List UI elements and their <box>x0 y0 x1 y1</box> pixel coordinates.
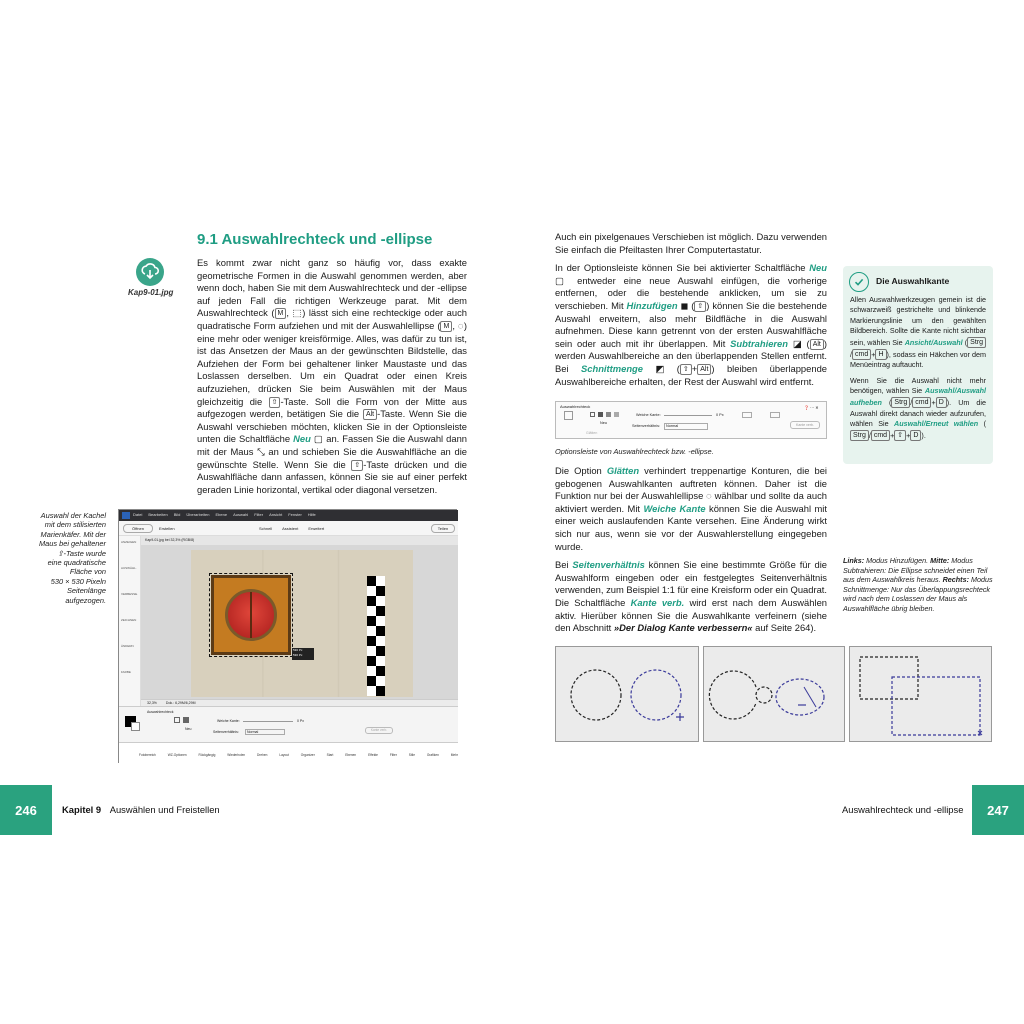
taskbar-button[interactable]: Mehr <box>450 753 458 757</box>
menu-item[interactable]: Bearbeiten <box>148 512 168 517</box>
tool-section[interactable]: ZEICHNEN <box>121 618 137 622</box>
options-feather-label: Weiche Kante: <box>636 413 661 417</box>
text-run: Allen Auswahlwerkzeugen gemein ist die schwarzweiß gestrichelte und blinkende Markierungslinie um den gewählten Bildbereich. Sollte die Kante nicht sichtbar sein, wählen Sie <box>850 294 986 347</box>
right-column-top <box>555 231 827 394</box>
text-run: können Sie eine bestimmte Größe für die Auswahlform eingeben oder ein festgelegtes Seitenverhältnis verwenden, zum Beispiel 1:1 für eine Kreisform oder ein Quadrat. Die Schaltfläche <box>555 559 828 608</box>
key-cap: D <box>936 397 947 408</box>
info-box-title: Die Auswahlkante <box>876 276 950 286</box>
ui-term: Neu <box>293 433 311 445</box>
caption-line: Maus bei gehaltener <box>39 539 106 549</box>
text-run: ◩ ( <box>643 362 680 374</box>
download-filename: Kap9-01.jpg <box>128 288 174 297</box>
taskbar-button[interactable]: Organizer <box>300 753 315 757</box>
mode-tabs <box>259 524 324 533</box>
taskbar-button[interactable]: Wiederholen <box>227 753 246 757</box>
menu-item[interactable]: Hilfe <box>307 512 316 517</box>
diagram-caption <box>843 556 993 614</box>
bottom-taskbar <box>139 745 458 757</box>
selection-tool-icon[interactable] <box>564 411 573 420</box>
text-run: ▢ entweder eine neue Auswahl einfügen, die vorherige entfernen, oder die bestehende anklicken, um sie zu verschieben. Mit <box>555 274 827 311</box>
text-run: Modus Subtrahieren: Die Ellipse schneidet einen Teil aus dem Auswahlkreis heraus. <box>843 556 988 585</box>
checker-cell <box>367 636 376 646</box>
menu-item[interactable]: Auswahl <box>233 512 249 517</box>
key-cap: D <box>910 430 921 441</box>
text-run: verhindert treppenartige Konturen, die bei gebogenen Auswahlkanten auftreten können. Daher ist die Funktion nur bei der Auswahlellipse ◌ wählbar und sollte da auch aktiviert werden. Mit <box>555 465 827 514</box>
open-button[interactable]: Öffnen <box>123 524 153 533</box>
document-info: Dok.: 6,29M/6,29M <box>165 701 196 705</box>
aspect-label: Seitenverhältnis: <box>213 730 239 734</box>
key-cap: H <box>875 349 886 360</box>
checker-cell <box>376 586 385 596</box>
options-title: Auswahlrechteck <box>560 404 591 409</box>
checker-cell <box>376 596 385 606</box>
text-run: ), sodass ein Häkchen vor dem Menüeintrag auftaucht. <box>850 349 986 370</box>
caption-line: eine quadratische <box>47 558 106 568</box>
feather-value[interactable]: 0 Px <box>297 719 305 723</box>
key-cap: ⇧ <box>894 430 906 441</box>
selection-width-readout: 530 Px <box>293 648 303 652</box>
aspect-select[interactable]: Normal <box>245 729 285 735</box>
chapter-number: Kapitel 9 <box>62 804 102 815</box>
text-run: ) können Sie die bestehende Auswahl erweitern, also mehr Bildfläche in die Auswahl aufnehmen. Diese kann getrennt von der ersten Auswahlfläche sein oder auch mit ihr überlappen. Mit <box>555 299 827 349</box>
bold-run: Mitte: <box>930 556 950 565</box>
section-heading: 9.1 Auswahlrechteck und -ellipse <box>197 231 433 248</box>
mode-tab[interactable]: Erweitert <box>308 526 325 531</box>
text-run: / <box>850 349 852 359</box>
diagram-add-mode <box>555 646 699 742</box>
refine-edge-button[interactable]: Kante verb. <box>365 727 393 734</box>
text-run: auf Seite 264). <box>752 622 817 634</box>
key-cap: Strg <box>967 337 986 348</box>
checker-cell <box>367 576 376 586</box>
text-run: Bei <box>555 559 573 571</box>
check-icon <box>849 272 869 292</box>
key-cap: Alt <box>363 409 377 420</box>
taskbar-button[interactable]: Start <box>326 753 334 757</box>
intersect-mode-icon[interactable] <box>614 412 619 417</box>
text-run: -Taste. Soll die Form von der Mitte aus aufgezogen werden, betätigen Sie die <box>197 395 467 420</box>
feather-slider[interactable] <box>243 721 293 722</box>
ui-term: Auswahl/Erneut wählen <box>894 419 979 429</box>
tile-photo <box>191 550 413 697</box>
ui-term: Auswahl/Auswahl aufheben <box>850 386 986 407</box>
key-cap: cmd <box>912 397 931 408</box>
checker-cell <box>367 666 376 676</box>
key-cap: Strg <box>891 397 910 408</box>
text-run: + <box>931 397 936 407</box>
caption-line: Seitenlänge <box>66 586 106 596</box>
checker-cell <box>367 606 376 616</box>
key-cap: Alt <box>697 364 711 375</box>
taskbar-button[interactable]: Layout <box>279 753 289 757</box>
tool-section[interactable]: ANZEIGEN <box>121 540 137 544</box>
taskbar-button[interactable]: Effekte <box>368 753 378 757</box>
menu-item[interactable]: Ebene <box>215 512 228 517</box>
tool-section[interactable]: FARBE <box>121 670 131 674</box>
caption-line: ⇧-Taste wurde <box>57 548 106 558</box>
zoom-level[interactable]: 32,3% <box>147 701 157 705</box>
left-paragraph <box>197 257 467 502</box>
feather-label: Weiche Kante: <box>217 719 240 723</box>
create-button[interactable]: Erstellen <box>159 526 175 531</box>
text-run: ( <box>962 337 968 347</box>
taskbar-button[interactable]: Grafiken <box>426 753 439 757</box>
key-cap: M <box>440 321 452 332</box>
options-refine-edge-button[interactable]: Kante verb. <box>790 421 820 429</box>
screenshot-caption <box>30 511 106 605</box>
mode-tab[interactable]: Schnell <box>259 526 273 531</box>
anti-alias-checkbox[interactable]: Glätten <box>586 431 598 435</box>
document-tab[interactable]: Kap9-01.jpg bei 32,3% (RGB/8) <box>145 538 195 542</box>
paragraph-pixel-move: Auch ein pixelgenaues Verschieben ist möglich. Dazu verwenden Sie einfach die Pfeiltasten Ihrer Computertastatur. <box>555 231 827 255</box>
text-run: wird erst nach dem Auswählen aktiv. Hierüber können Sie die Auswahlkante verfeinern (siehe den Abschnitt <box>555 596 827 634</box>
right-page-number: 247 <box>972 785 1024 835</box>
checker-cell <box>376 656 385 666</box>
text-run: + <box>890 430 895 440</box>
tool-section[interactable]: ÄNDERN <box>121 644 134 648</box>
taskbar-button[interactable]: Stile <box>408 753 415 757</box>
right-column-bottom <box>555 465 827 641</box>
running-head-right: Auswahlrechteck und -ellipse <box>842 804 964 815</box>
chapter-footer <box>62 804 220 815</box>
text-run: ). Um die Auswahl direkt danach wieder aufzurufen, wählen Sie <box>850 397 987 429</box>
editor-screenshot <box>118 509 457 763</box>
checker-cell <box>376 576 385 586</box>
text-run: ) werden Auswahlbereiche an den überlappenden Stellen entfernt. Bei <box>555 337 827 374</box>
ui-term: Glätten <box>606 465 640 476</box>
bold-run: Rechts: <box>942 575 969 585</box>
checker-cell <box>376 666 385 676</box>
checker-cell <box>376 626 385 636</box>
menu-bar <box>133 512 316 517</box>
text-run: ▢ an. Fassen Sie die Auswahl dann mit der Maus ⤡ an und schieben Sie die Auswahlfläche an die gewünschte Stelle. Wenn Sie die <box>197 433 468 470</box>
options-aspect-label: Seitenverhältnis: <box>632 424 661 428</box>
ui-term: Schnittmenge <box>581 362 643 374</box>
text-run: ( <box>881 397 892 407</box>
menu-item[interactable]: Überarbeiten <box>186 512 210 517</box>
caption-line: Marienkäfer. Mit der <box>40 529 106 539</box>
menu-item[interactable]: Fenster <box>288 512 302 517</box>
options-bar-caption: Optionsleiste von Auswahlrechteck bzw. -ellipse. <box>555 447 714 456</box>
key-cap: ⇧ <box>269 397 281 408</box>
key-cap: M <box>275 308 287 319</box>
taskbar-button[interactable]: Drehen <box>257 753 268 757</box>
checker-cell <box>367 656 376 666</box>
ui-term: Kante verb. <box>630 596 685 608</box>
menu-item[interactable]: Ansicht <box>269 512 283 517</box>
ui-term: Ansicht/Auswahl <box>904 337 963 347</box>
taskbar-button[interactable]: Rückgängig <box>198 753 216 757</box>
text-run: , ⬚) lässt sich eine rechteckige oder auch quadratische Form aufziehen und mit der Auswahlellipse ( <box>197 307 468 331</box>
text-run: / <box>910 397 913 407</box>
key-cap: Strg <box>850 430 869 441</box>
text-run: ( <box>978 419 986 429</box>
new-selection-button[interactable] <box>174 717 180 723</box>
checker-cell <box>367 596 376 606</box>
key-cap: ⇧ <box>680 364 692 375</box>
text-run: In der Optionsleiste können Sie bei aktivierter Schaltfläche <box>555 262 810 274</box>
text-run: ) bleiben überlappende Auswahlbereiche erhalten, der Rest der Auswahl wird entfernt. <box>555 362 827 387</box>
diagram-subtract-mode <box>703 646 845 742</box>
checker-cell <box>376 646 385 656</box>
app-logo-icon <box>122 512 130 519</box>
share-button[interactable]: Teilen <box>431 524 455 533</box>
left-page-number: 246 <box>0 785 52 835</box>
menu-item[interactable]: Bild <box>173 512 181 517</box>
ui-term: Weiche Kante <box>643 502 706 514</box>
key-cap: cmd <box>852 349 871 360</box>
text-run: ◼ ( <box>677 299 695 311</box>
info-box <box>843 266 993 464</box>
taskbar-button[interactable]: WZ-Optionen <box>167 753 187 757</box>
text-run: Wenn Sie die Auswahl nicht mehr benötigen, wählen Sie <box>850 375 986 396</box>
text-run: Es kommt zwar nicht ganz so häufig vor, dass exakte geometrische Formen in die Auswahl genommen werden, aber wenn doch, haben Sie mit dem Auswahlrechteck und der -ellipse auf jeden Fall die richtigen Werkzeuge parat. Mit dem Auswahlrechteck ( <box>197 257 467 319</box>
new-mode-icon[interactable] <box>590 412 595 417</box>
selection-height-readout: 530 Px <box>293 653 303 657</box>
ui-term: Seitenverhältnis <box>572 559 645 571</box>
text-run: können Sie die Auswahl mit einer weich auslaufenden Kante versehen. Eine Änderung wirkt sich nur aus, wenn sie vor der Auswahlerstellung eingegeben wurde. <box>555 502 827 552</box>
taskbar-button[interactable]: Filter <box>389 753 397 757</box>
tool-section[interactable]: VERBESSE. <box>121 592 139 596</box>
options-aspect-select[interactable]: Normal <box>664 423 708 430</box>
text-run: + <box>871 349 876 359</box>
taskbar-button[interactable]: Ebenen <box>345 753 357 757</box>
text-run: / <box>868 430 871 440</box>
checker-cell <box>376 606 385 616</box>
subtract-mode-icon[interactable] <box>606 412 611 417</box>
key-cap: cmd <box>871 430 890 441</box>
key-cap: ⇧ <box>351 460 363 471</box>
menu-item[interactable]: Filter <box>254 512 264 517</box>
options-new-label: Neu <box>600 421 607 425</box>
add-selection-button[interactable] <box>183 717 189 723</box>
checker-cell <box>376 676 385 686</box>
options-feather-value[interactable]: 0 Px <box>716 413 724 417</box>
checker-cell <box>367 616 376 626</box>
ui-term: Hinzufügen <box>626 299 678 311</box>
caption-line: aufgezogen. <box>65 595 106 605</box>
checker-cell <box>376 686 385 696</box>
mode-tab[interactable]: Assistent <box>282 526 299 531</box>
tool-panel <box>121 540 139 696</box>
ui-term: Subtrahieren <box>730 337 788 349</box>
width-field[interactable] <box>742 412 752 418</box>
key-cap: Alt <box>810 339 824 350</box>
caption-line: mit dem stilisierten <box>44 520 106 530</box>
new-label: Neu <box>185 727 192 731</box>
text-run: + <box>691 362 698 374</box>
height-field[interactable] <box>770 412 780 418</box>
download-icon[interactable] <box>136 258 164 286</box>
bold-run: »Der Dialog Kante verbessern« <box>613 622 753 634</box>
tool-options-title: Auswahlrechteck <box>147 710 174 714</box>
text-run: Modus Schnittmenge: Nur das Überlappungsrechteck wird nach dem Loslassen der Maus als Auswahlfläche übrig bleiben. <box>843 575 993 613</box>
checker-cell <box>367 686 376 696</box>
caption-line: Fläche von <box>69 567 106 577</box>
text-run: Modus Hinzufügen. <box>864 556 931 565</box>
text-run: , ◌) eine mehr oder weniger kreisförmige. Alles, was dafür zu tun ist, ist das Ansetzen der Maus an der gewünschten Bildstelle, das Aufziehen der Form bei gehaltener linker Maustaste und das Loslassen derselben. Um ein Quadrat oder einen Kreis aufzuziehen, drücken Sie beim Auswählen mit der Maus gleichzeitig die <box>197 319 467 407</box>
help-icon[interactable]: ❓ ⋯ ✕ <box>804 405 819 410</box>
checker-cell <box>367 586 376 596</box>
menu-item[interactable]: Datei <box>133 512 143 517</box>
text-run: + <box>906 430 911 440</box>
chapter-title: Auswählen und Freistellen <box>109 804 220 815</box>
text-run: -Taste. Wenn Sie die Auswahl verschieben möchten, klicken Sie in der Optionsleiste unten die Schaltfläche <box>197 408 467 445</box>
options-bar-screenshot <box>555 401 827 439</box>
ui-term: Neu <box>809 262 827 274</box>
checker-cell <box>376 616 385 626</box>
diagram-intersect-mode <box>849 646 992 742</box>
checker-cell <box>367 676 376 686</box>
text-run: ◪ ( <box>788 337 810 349</box>
text-run: ). <box>921 430 926 440</box>
add-mode-icon[interactable] <box>598 412 603 417</box>
key-cap: ⇧ <box>694 301 706 312</box>
options-feather-slider[interactable] <box>664 415 712 416</box>
caption-line: Auswahl der Kachel <box>40 511 106 520</box>
checker-cell <box>367 626 376 636</box>
checker-cell <box>376 636 385 646</box>
caption-line: 530 × 530 Pixeln <box>50 576 106 586</box>
background-color-swatch[interactable] <box>131 722 140 731</box>
taskbar-button[interactable]: Fotobereich <box>139 753 156 757</box>
text-run: Die Option <box>555 465 607 476</box>
tool-section[interactable]: AUSWÄHL. <box>121 566 137 570</box>
checker-cell <box>367 646 376 656</box>
bold-run: Links: <box>843 556 865 565</box>
text-run: -Taste drücken und die Auswahlfläche dann anfassen, können Sie sie auf einer perfekt geraden Linie horizontal, vertikal oder diagonal versetzen. <box>197 458 467 495</box>
